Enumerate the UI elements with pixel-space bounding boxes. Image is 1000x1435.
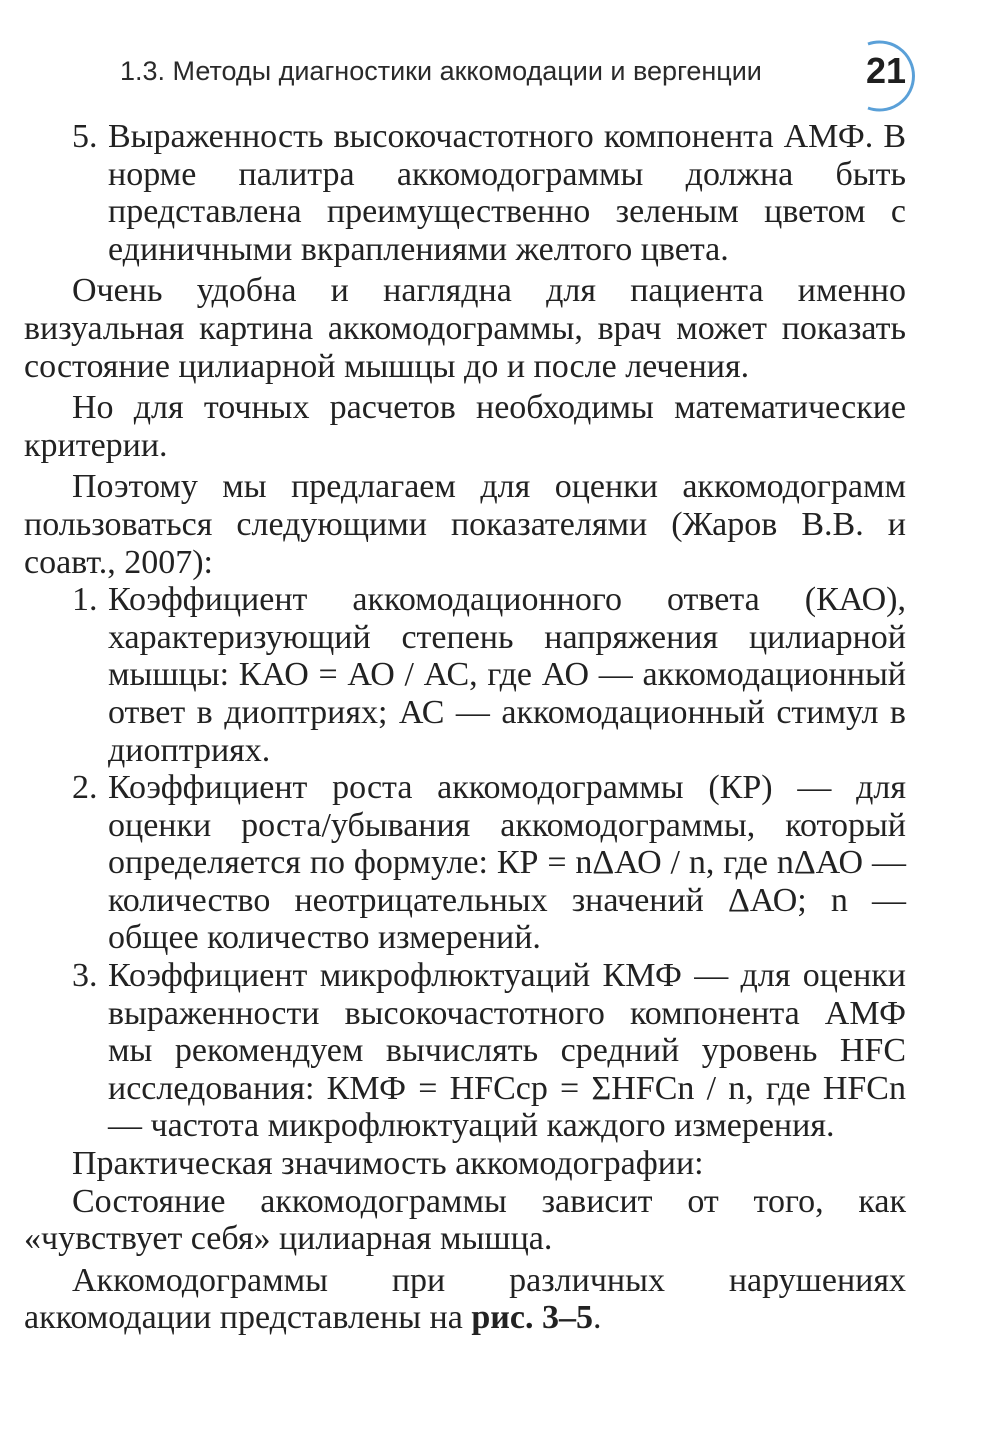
page-number: 21 bbox=[866, 50, 907, 91]
list-item-2 bbox=[72, 769, 906, 957]
paragraph-proposed-indicators: Поэтому мы предлагаем для оценки аккомодограмм пользоваться следующими показателями (Жаров В.В. и соавт., 2007): bbox=[24, 468, 906, 581]
list-item-number: 1. bbox=[72, 581, 98, 619]
list-item-3 bbox=[72, 957, 906, 1145]
figure-reference-end: . bbox=[592, 1299, 602, 1337]
paragraph-practical-significance: Практическая значимость аккомодографии: bbox=[72, 1145, 704, 1183]
list-item-text: Коэффициент аккомодационного ответа (КАО), характеризующий степень напряжения цилиарной мышцы: КАО = АО / АС, где АО — аккомодационный ответ в диоптриях; АС — аккомодационный стимул в диоптриях. bbox=[108, 581, 906, 769]
paragraph-math-criteria: Но для точных расчетов необходимы математические критерии. bbox=[24, 389, 906, 464]
list-item-number: 5. bbox=[72, 118, 98, 155]
list-item-text: Коэффициент микрофлюктуаций КМФ — для оценки выраженности высокочастотного компонента АМФ мы рекомендуем вычислять средний уровень HFC исследования: КМФ = HFCср = ΣHFCn / n, где HFCn — частота микрофлюктуаций каждого измерения. bbox=[108, 957, 906, 1145]
list-item-text: Коэффициент роста аккомодограммы (КР) — для оценки роста/убывания аккомодограммы, который определяется по формуле: КР = nΔАО / n, где nΔАО — количество неотрицательных значений ΔАО; n — общее количество измерений. bbox=[108, 769, 906, 957]
list-item-text: Выраженность высокочастотного компонента АМФ. В норме палитра аккомодограммы должна быть представлена преимущественно зеленым цветом с единичными вкраплениями желтого цвета. bbox=[108, 118, 906, 268]
paragraph-figure-reference bbox=[24, 1262, 906, 1337]
running-title: 1.3. Методы диагностики аккомодации и вергенции bbox=[120, 56, 762, 86]
list-item-5 bbox=[72, 118, 906, 268]
figure-reference-link[interactable]: рис. 3–5 bbox=[471, 1299, 593, 1337]
paragraph-visual-picture: Очень удобна и наглядна для пациента именно визуальная картина аккомодограммы, врач может показать состояние цилиарной мышцы до и после лечения. bbox=[24, 272, 906, 385]
list-item-number: 2. bbox=[72, 769, 98, 807]
list-item-1 bbox=[72, 581, 906, 769]
body-text bbox=[24, 118, 906, 1337]
figure-reference-lead: Аккомодограммы при различных нарушениях аккомодации представлены на bbox=[24, 1261, 906, 1337]
list-item-number: 3. bbox=[72, 957, 98, 995]
paragraph-accommodogram-state: Состояние аккомодограммы зависит от того, как «чувствует себя» цилиарная мышца. bbox=[24, 1182, 906, 1258]
